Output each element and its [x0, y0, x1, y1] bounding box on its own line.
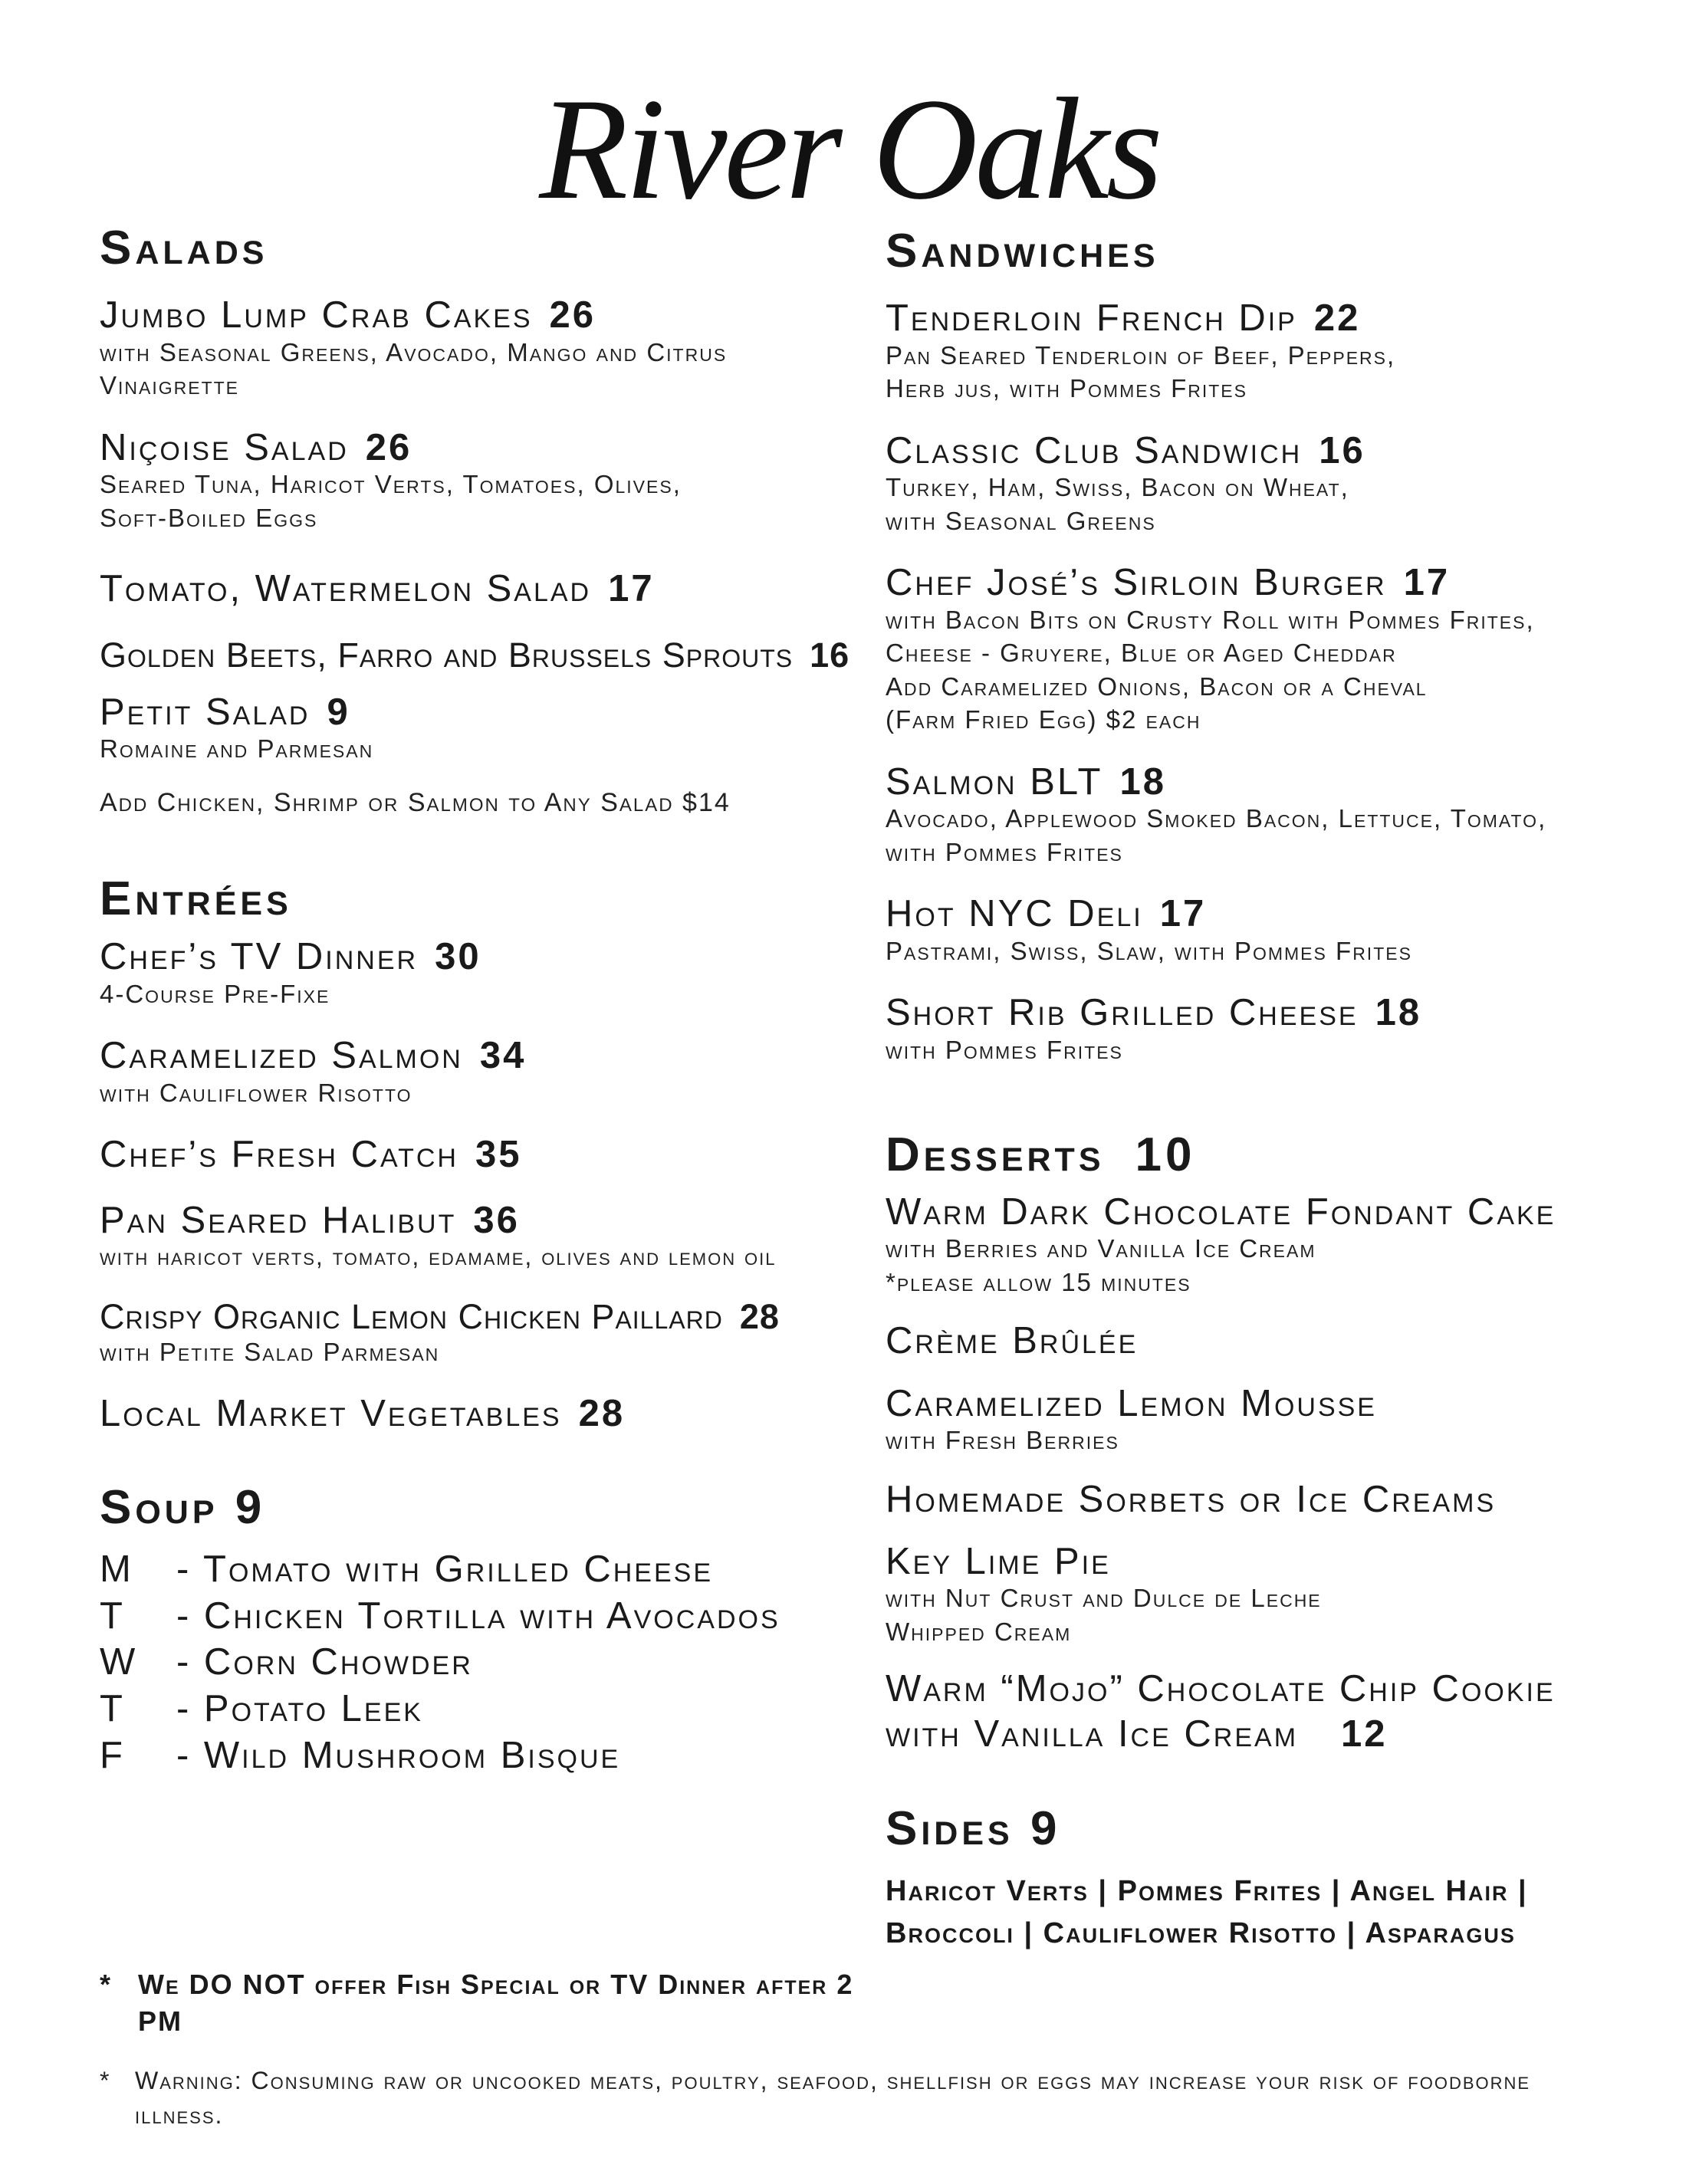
item-description: with Nut Crust and Dulce de Leche	[886, 1584, 1322, 1613]
menu-item	[100, 1135, 851, 1174]
item-description: Herb jus, with Pommes Frites	[886, 374, 1247, 403]
soup-row	[100, 1546, 851, 1593]
item-price: 9	[327, 691, 350, 733]
desserts-title-text: Desserts	[886, 1128, 1105, 1182]
item-name: Crispy Organic Lemon Chicken Paillard	[100, 1297, 723, 1337]
salads-title: Salads	[100, 222, 268, 274]
menu-item	[886, 1480, 1622, 1519]
desserts-price: 10	[1135, 1128, 1196, 1182]
sides-line: Haricot Verts | Pommes Frites | Angel Hair |	[886, 1875, 1528, 1908]
item-description: *please allow 15 minutes	[886, 1267, 1191, 1296]
item-description: with Seasonal Greens	[886, 506, 1156, 535]
asterisk: *	[100, 1969, 113, 2000]
item-name: Chef’s Fresh Catch	[100, 1134, 458, 1176]
item-price: 17	[1159, 893, 1207, 935]
item-name: Salmon BLT	[886, 760, 1103, 803]
entrees-section	[100, 873, 851, 1434]
item-description: Pan Seared Tenderloin of Beef, Peppers,	[886, 340, 1396, 369]
salads-section	[100, 222, 851, 819]
item-name: Petit Salad	[100, 691, 311, 733]
item-name: Jumbo Lump Crab Cakes	[100, 294, 533, 337]
fish-special-notice	[100, 1966, 866, 2039]
menu-item	[886, 1542, 1622, 1649]
item-name: Key Lime Pie	[886, 1540, 1111, 1582]
food-safety-warning	[100, 2064, 1602, 2133]
soup-row	[100, 1639, 851, 1686]
item-price: 18	[1375, 992, 1422, 1034]
item-price: 35	[475, 1134, 522, 1176]
asterisk: *	[100, 2067, 111, 2094]
item-description: Cheese - Gruyere, Blue or Aged Cheddar	[886, 639, 1397, 668]
menu-item	[886, 563, 1622, 737]
menu-item	[886, 1667, 1622, 1757]
soup-day: F	[100, 1734, 125, 1776]
menu-item	[886, 1384, 1622, 1457]
menu-item	[100, 1036, 851, 1109]
item-price: 30	[435, 936, 481, 978]
item-description: with Seasonal Greens, Avocado, Mango and Citrus Vinaigrette	[100, 337, 728, 400]
item-name: Pan Seared Halibut	[100, 1199, 457, 1241]
soup-row	[100, 1593, 851, 1640]
salad-addon-note: Add Chicken, Shrimp or Salmon to Any Salad $14	[100, 787, 731, 817]
desserts-title	[886, 1129, 1622, 1181]
item-name: Warm Dark Chocolate Fondant Cake	[886, 1191, 1556, 1233]
item-description: with haricot verts, tomato, edamame, olives and lemon oil	[100, 1243, 777, 1271]
menu-item	[886, 895, 1622, 967]
item-name: Homemade Sorbets or Ice Creams	[886, 1478, 1497, 1520]
soup-day: M	[100, 1548, 133, 1590]
item-price: 34	[479, 1035, 527, 1077]
menu-item	[886, 429, 1622, 538]
item-description: with Petite Salad Parmesan	[100, 1337, 440, 1366]
item-description: with Pommes Frites	[886, 1035, 1123, 1064]
item-price: 12	[1341, 1713, 1388, 1755]
soup-name: - Corn Chowder	[176, 1641, 473, 1683]
menu-item	[100, 1299, 851, 1368]
item-description: Romaine and Parmesan	[100, 734, 374, 764]
item-description: Add Caramelized Onions, Bacon or a Cheval	[886, 672, 1428, 701]
item-description: Turkey, Ham, Swiss, Bacon on Wheat,	[886, 473, 1349, 502]
item-price: 26	[549, 294, 596, 337]
brand-logo: River Oaks	[539, 69, 1160, 230]
soup-row	[100, 1686, 851, 1732]
item-name: Short Rib Grilled Cheese	[886, 992, 1359, 1034]
item-price: 22	[1313, 297, 1361, 340]
item-name: Chef José’s Sirloin Burger	[886, 562, 1387, 604]
item-price: 18	[1119, 760, 1166, 803]
item-price: 17	[1403, 562, 1451, 604]
soup-name: - Potato Leek	[176, 1688, 423, 1730]
soup-name: - Tomato with Grilled Cheese	[176, 1548, 714, 1590]
right-column	[886, 222, 1622, 1955]
soup-name: - Chicken Tortilla with Avocados	[176, 1594, 780, 1637]
item-price: 28	[578, 1393, 626, 1435]
item-name: Chef’s TV Dinner	[100, 936, 419, 978]
menu-item	[100, 693, 851, 766]
item-name: Golden Beets, Farro and Brussels Sprouts	[100, 635, 794, 675]
menu-item	[100, 426, 851, 535]
item-name: Hot NYC Deli	[886, 893, 1143, 935]
item-price: 28	[739, 1297, 780, 1337]
item-description: (Farm Fried Egg) $2 each	[886, 705, 1201, 734]
item-price: 16	[810, 635, 850, 675]
menu-item	[100, 296, 851, 402]
item-price: 36	[473, 1199, 520, 1241]
item-name: Caramelized Salmon	[100, 1035, 463, 1077]
item-name: Tomato, Watermelon Salad	[100, 568, 592, 610]
warning-text: Warning: Consuming raw or uncooked meats, poultry, seafood, shellfish or eggs may increase your risk of foodborne illness.	[135, 2067, 1531, 2129]
item-name: Niçoise Salad	[100, 426, 349, 468]
item-description: with Pommes Frites	[886, 837, 1123, 866]
notice-text: We DO NOT offer Fish Special or TV Dinner after 2 PM	[138, 1969, 854, 2037]
item-name: Local Market Vegetables	[100, 1393, 562, 1435]
item-description: with Cauliflower Risotto	[100, 1078, 412, 1107]
item-name: with Vanilla Ice Cream	[886, 1713, 1299, 1755]
item-description: 4-Course Pre-Fixe	[100, 979, 330, 1008]
item-price: 16	[1319, 429, 1365, 471]
desserts-section	[886, 1129, 1622, 1757]
soup-name: - Wild Mushroom Bisque	[176, 1734, 621, 1776]
item-name: Crème Brûlée	[886, 1320, 1139, 1362]
entrees-title: Entrées	[100, 872, 292, 926]
menu-item	[886, 760, 1622, 869]
menu-item	[886, 993, 1622, 1066]
menu-item	[100, 1394, 851, 1434]
sandwiches-section	[886, 225, 1622, 1066]
item-name: Warm “Mojo” Chocolate Chip Cookie	[886, 1668, 1556, 1710]
item-description: Pastrami, Swiss, Slaw, with Pommes Frites	[886, 936, 1412, 965]
item-description: Seared Tuna, Haricot Verts, Tomatoes, Olives, Soft-Boiled Eggs	[100, 470, 682, 532]
soup-day: T	[100, 1688, 125, 1730]
menu-item	[886, 1193, 1622, 1299]
menu-item	[886, 299, 1622, 406]
menu-item	[100, 1201, 851, 1273]
item-description: with Bacon Bits on Crusty Roll with Pommes Frites,	[886, 605, 1535, 634]
menu-item	[886, 1322, 1622, 1361]
sandwiches-title: Sandwiches	[886, 225, 1159, 278]
left-column	[100, 222, 851, 1779]
item-description: Avocado, Applewood Smoked Bacon, Lettuce, Tomato,	[886, 804, 1547, 833]
menu-item	[100, 637, 851, 673]
soup-title: Soup 9	[100, 1480, 266, 1534]
soup-day: W	[100, 1641, 138, 1683]
sides-section	[886, 1803, 1622, 1955]
item-price: 26	[365, 426, 412, 468]
sides-title: Sides 9	[886, 1802, 1061, 1856]
sides-line: Broccoli | Cauliflower Risotto | Asparagus	[886, 1917, 1516, 1950]
item-description: Whipped Cream	[886, 1617, 1072, 1646]
menu-item	[100, 570, 851, 609]
menu-item	[100, 938, 851, 1010]
item-description: with Fresh Berries	[886, 1425, 1119, 1454]
soup-section	[100, 1482, 851, 1779]
item-description: with Berries and Vanilla Ice Cream	[886, 1234, 1316, 1263]
item-name: Caramelized Lemon Mousse	[886, 1382, 1377, 1424]
item-price: 17	[608, 568, 655, 610]
item-name: Classic Club Sandwich	[886, 429, 1303, 471]
soup-day: T	[100, 1594, 125, 1637]
soup-row	[100, 1732, 851, 1779]
item-name: Tenderloin French Dip	[886, 297, 1297, 340]
